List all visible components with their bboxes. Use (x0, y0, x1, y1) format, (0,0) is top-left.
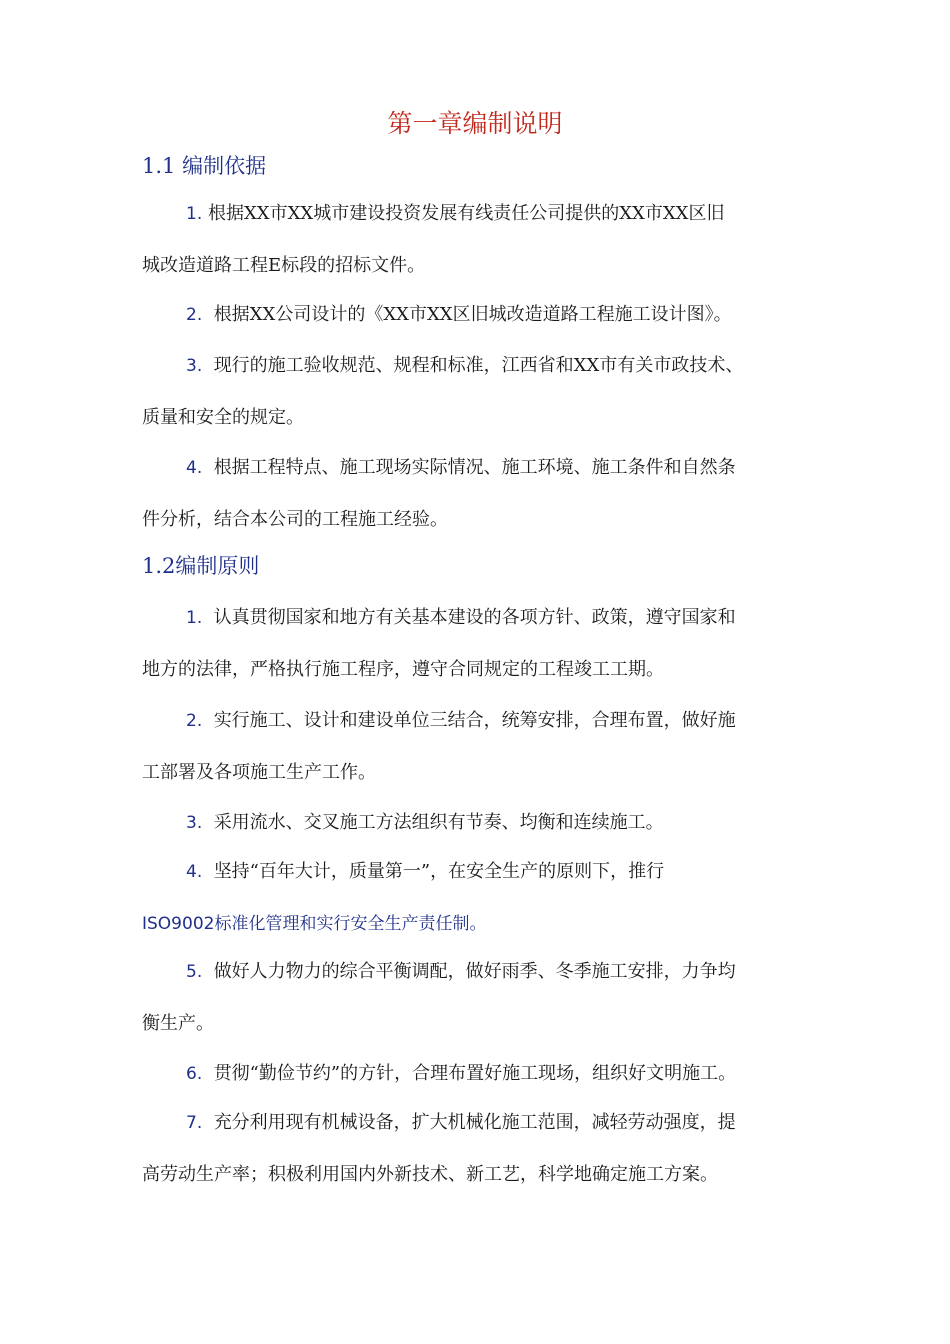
paragraph-1-2-item-1 (142, 592, 812, 695)
paragraph-text: 坚持“百年大计，质量第一”，在安全生产的原则下，推行 (213, 861, 665, 882)
paragraph-line (142, 340, 812, 392)
paragraph-line (142, 898, 812, 950)
paragraph-text: 做好人力物力的综合平衡调配，做好雨季、冬季施工安排，力争均 (213, 961, 736, 982)
paragraph-1-1-item-4 (142, 442, 812, 545)
item-number: 3. (186, 356, 203, 376)
item-number: 3. (186, 813, 203, 833)
paragraph-1-2-item-6 (142, 1048, 812, 1100)
paragraph-text: 根据XX公司设计的《XX市XX区旧城改造道路工程施工设计图》。 (213, 304, 732, 325)
paragraph-line: 城改造道路工程E标段的招标文件。 (142, 255, 426, 276)
paragraph-1-1-item-2 (142, 289, 812, 341)
item-number: 2. (186, 711, 203, 731)
paragraph-line: 衡生产。 (142, 1013, 214, 1034)
item-number: 2. (186, 305, 203, 325)
paragraph-text: 根据XX市XX城市建设投资发展有线责任公司提供的XX市XX区旧 (207, 203, 725, 224)
item-number: 4. (186, 458, 203, 478)
item-number: 1. (186, 608, 203, 628)
paragraph-1-2-item-4 (142, 846, 812, 950)
paragraph-line (142, 188, 812, 240)
paragraph-text: 充分利用现有机械设备，扩大机械化施工范围，减轻劳动强度，提 (213, 1112, 736, 1133)
paragraph-line: 工部署及各项施工生产工作。 (142, 762, 376, 783)
paragraph-line (142, 946, 812, 998)
section-heading-1-1: 1.1 编制依据 (142, 154, 267, 178)
item-number: 6. (186, 1064, 203, 1084)
paragraph-line: 高劳动生产率；积极利用国内外新技术、新工艺，科学地确定施工方案。 (142, 1164, 718, 1185)
paragraph-line (142, 442, 812, 494)
item-number: 1. (186, 204, 203, 224)
item-number: 4. (186, 862, 203, 882)
paragraph-line (142, 846, 812, 898)
paragraph-line (142, 289, 812, 341)
paragraph-line (142, 1097, 812, 1149)
paragraph-text: 根据工程特点、施工现场实际情况、施工环境、施工条件和自然条 (213, 457, 736, 478)
paragraph-line (142, 797, 812, 849)
paragraph-1-2-item-2 (142, 695, 812, 798)
paragraph-line: 地方的法律，严格执行施工程序，遵守合同规定的工程竣工工期。 (142, 659, 664, 680)
paragraph-line: 质量和安全的规定。 (142, 407, 304, 428)
paragraph-1-1-item-1 (142, 188, 812, 291)
paragraph-1-1-item-3 (142, 340, 812, 443)
item-number: 7. (186, 1113, 203, 1133)
paragraph-1-2-item-3 (142, 797, 812, 849)
paragraph-text: 现行的施工验收规范、规程和标准，江西省和XX市有关市政技术、 (213, 355, 744, 376)
paragraph-text: ISO9002标准化管理和实行安全生产责任制。 (142, 914, 487, 934)
paragraph-line (142, 695, 812, 747)
paragraph-line: 件分析，结合本公司的工程施工经验。 (142, 509, 448, 530)
paragraph-text: 贯彻“勤俭节约”的方针，合理布置好施工现场，组织好文明施工。 (213, 1063, 737, 1084)
paragraph-line (142, 592, 812, 644)
paragraph-1-2-item-7 (142, 1097, 812, 1200)
section-heading-1-2: 1.2编制原则 (142, 554, 260, 578)
paragraph-text: 认真贯彻国家和地方有关基本建设的各项方针、政策，遵守国家和 (213, 607, 736, 628)
paragraph-1-2-item-5 (142, 946, 812, 1049)
paragraph-line (142, 1048, 812, 1100)
paragraph-text: 采用流水、交叉施工方法组织有节奏、均衡和连续施工。 (213, 812, 664, 833)
paragraph-text: 实行施工、设计和建设单位三结合，统筹安排，合理布置，做好施 (213, 710, 736, 731)
chapter-title: 第一章编制说明 (387, 109, 563, 138)
item-number: 5. (186, 962, 203, 982)
